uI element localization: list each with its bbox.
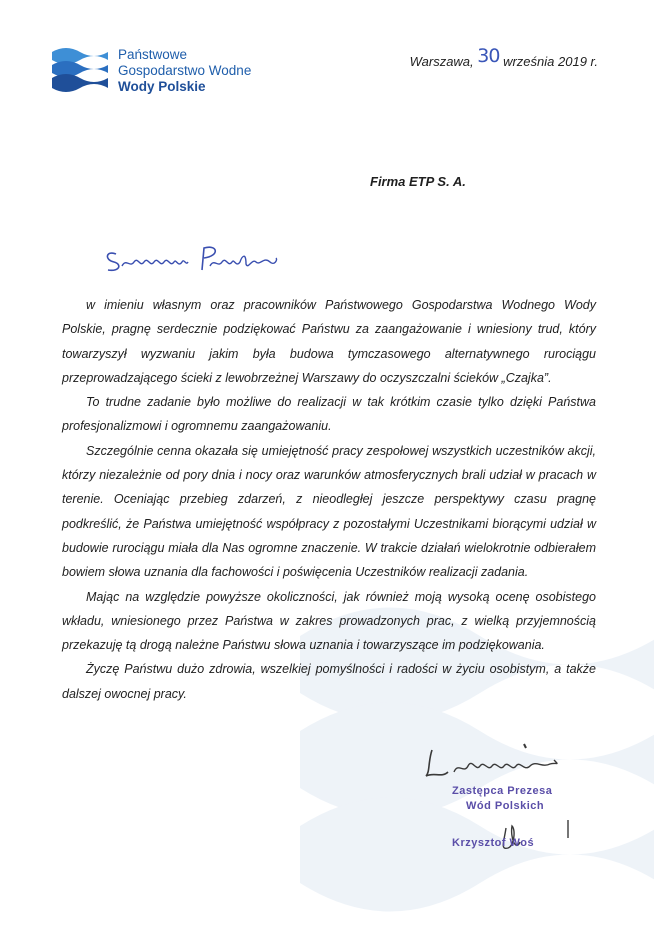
stamp-line-2: Wód Polskich xyxy=(466,800,545,812)
paragraph: Życzę Państwu dużo zdrowia, wszelkiej pomyślności i radości w życiu osobistym, a także dalszej owocnej pracy. xyxy=(62,662,596,701)
stamp-line-1: Zastępca Prezesa xyxy=(452,785,553,797)
date-rest: września 2019 r. xyxy=(503,54,598,69)
paragraph: Szczególnie cenna okazała się umiejętność pracy zespołowej wszystkich uczestników akcji, którzy niezależnie od pory dnia i nocy oraz warunków atmosferycznych brali udział w pracach w terenie. Oceniając przebieg zdarzeń, z nieodległej jeszcze perspektywy czasu pragnę podkreślić, że Państwa umiejętność współpracy z pozostałymi Uczestnikami biorącymi udział w budowie rurociągu miała dla Nas ogromne znaczenie. W trakcie działań wielokrotnie odbierałem bowiem słowa uznania dla fachowości i poświęcenia Uczestników realizacji zadania. xyxy=(62,443,596,580)
recipient: Firma ETP S. A. xyxy=(370,174,466,189)
organization-name xyxy=(118,47,251,95)
wody-polskie-logo-icon xyxy=(50,44,110,96)
paragraph: w imieniu własnym oraz pracowników Państwowego Gospodarstwa Wodnego Wody Polskie, pragnę serdecznie podziękować Państwu za zaangażowanie i wniesiony trud, który towarzyszył wyzwaniu jakim była budowa tymczasowego alternatywnego rurociągu przeprowadzającego ścieki z lewobrzeżnej Warszawy do oczyszczalni ścieków „Czajka”. xyxy=(62,298,596,385)
letter-body xyxy=(62,293,596,706)
greeting-handwritten xyxy=(100,240,290,280)
paragraph: To trudne zadanie było możliwe do realizacji w tak krótkim czasie tylko dzięki Państwa profesjonalizmowi i ogromnemu zaangażowaniu. xyxy=(62,395,596,434)
date-place: Warszawa, xyxy=(409,54,474,69)
dateline xyxy=(409,45,598,71)
official-stamp xyxy=(452,784,552,851)
date-day-handwritten: 30 xyxy=(477,45,500,67)
org-line-1: Państwowe xyxy=(118,47,188,62)
stamp-line-3: Krzysztof Woś xyxy=(452,837,535,849)
org-line-2: Gospodarstwo Wodne xyxy=(118,63,252,78)
org-line-3: Wody Polskie xyxy=(118,79,206,94)
paragraph: Mając na względzie powyższe okoliczności, jak również moją wysoką ocenę osobistego wkładu, wniesionego przez Państwa w zakres prowadzonych prac, z wielką przyjemnością przekazuję tą drogą należne Państwu słowa uznania i towarzyszące im podziękowania. xyxy=(62,589,596,653)
